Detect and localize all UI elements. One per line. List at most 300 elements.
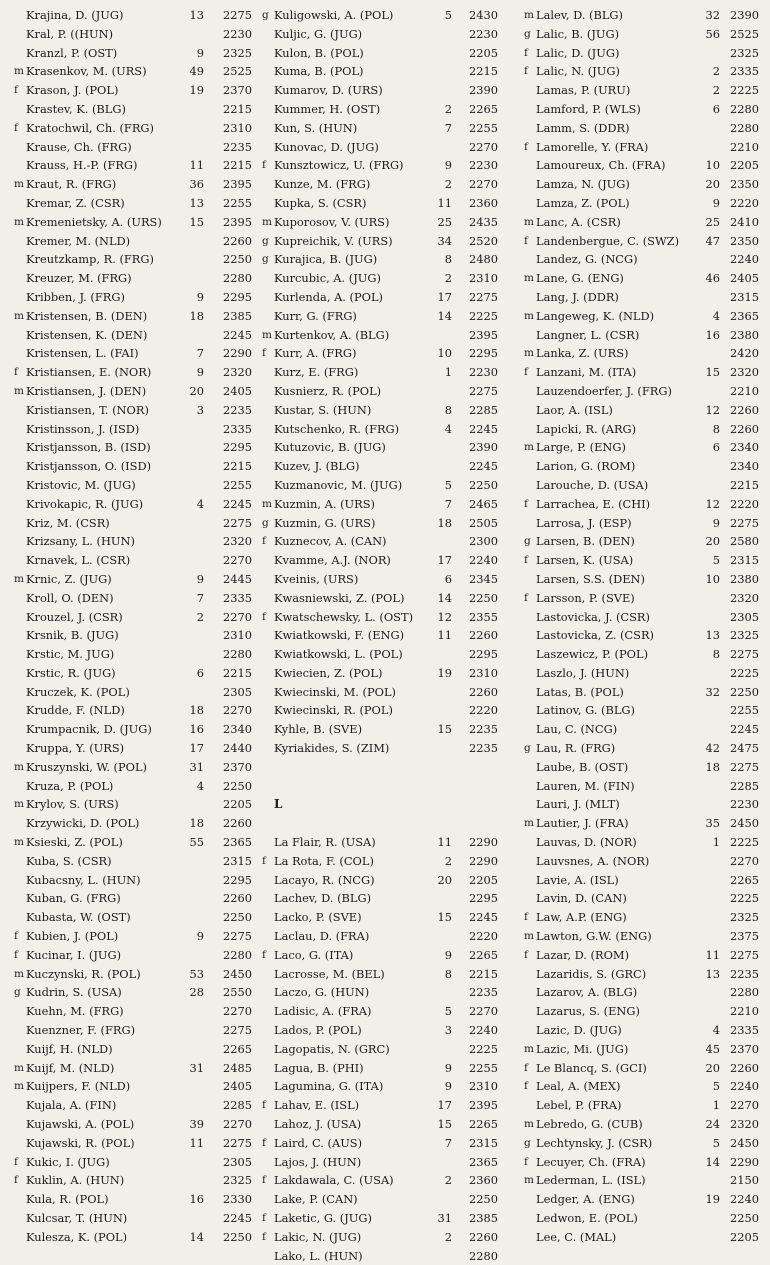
- player-name: Kuehn, M. (FRG): [26, 1004, 124, 1019]
- rating-value: 2310: [469, 665, 498, 680]
- player-row: [262, 6, 506, 25]
- rating-value: 2275: [223, 929, 252, 944]
- player-row: [262, 457, 506, 476]
- player-name: Krylov, S. (URS): [26, 797, 119, 812]
- rating-value: 2345: [469, 571, 498, 586]
- games-count: 6: [444, 571, 452, 586]
- games-count: 17: [437, 553, 452, 568]
- player-row: [524, 363, 760, 382]
- player-name: Kujawski, R. (POL): [26, 1135, 135, 1150]
- games-count: 12: [705, 402, 720, 417]
- rating-value: 2275: [730, 647, 759, 662]
- rating-value: 2215: [469, 64, 498, 79]
- player-name: Krnavek, L. (CSR): [26, 553, 131, 568]
- games-count: 45: [705, 1041, 720, 1056]
- rating-value: 2430: [469, 8, 498, 22]
- title-prefix: m: [14, 178, 24, 191]
- rating-value: 2280: [730, 101, 759, 116]
- player-row: [14, 1209, 256, 1228]
- games-count: 2: [444, 853, 452, 868]
- player-name: Lecuyer, Ch. (FRA): [536, 1154, 646, 1169]
- rating-value: 2240: [469, 553, 498, 568]
- player-row: [14, 269, 256, 288]
- rating-value: 2225: [730, 665, 759, 680]
- player-row: [524, 44, 760, 63]
- games-count: 56: [705, 26, 720, 41]
- player-row: [262, 589, 506, 608]
- player-row: [524, 119, 760, 138]
- rating-value: 2325: [730, 45, 759, 60]
- rating-value: 2245: [469, 459, 498, 474]
- player-row: [524, 495, 760, 514]
- column-3: [524, 6, 760, 1247]
- player-name: Lauren, M. (FIN): [536, 778, 635, 793]
- rating-value: 2390: [469, 440, 498, 455]
- rating-value: 2315: [730, 553, 759, 568]
- player-name: Laczo, G. (HUN): [274, 985, 370, 1000]
- player-row: [262, 871, 506, 890]
- player-name: Kubien, J. (POL): [26, 929, 119, 944]
- player-row: [14, 25, 256, 44]
- player-row: [524, 1096, 760, 1115]
- player-name: Kyriakides, S. (ZIM): [274, 741, 390, 756]
- player-row: [262, 570, 506, 589]
- games-count: 31: [437, 1211, 452, 1225]
- rating-value: 2270: [730, 853, 759, 868]
- player-row: [524, 288, 760, 307]
- title-prefix: f: [524, 554, 528, 567]
- player-name: Le Blancq, S. (GCI): [536, 1060, 647, 1075]
- rating-value: 2330: [223, 1192, 252, 1207]
- player-row: [262, 250, 506, 269]
- player-row: [14, 495, 256, 514]
- player-row: [14, 795, 256, 814]
- rating-value: 2365: [223, 835, 252, 850]
- player-name: Lako, L. (HUN): [274, 1248, 363, 1263]
- player-name: Ledwon, E. (POL): [536, 1211, 638, 1225]
- player-name: Larion, G. (ROM): [536, 459, 636, 474]
- games-count: 11: [437, 628, 452, 643]
- games-count: 9: [196, 929, 204, 944]
- spacer: [262, 758, 506, 777]
- rating-value: 2205: [469, 872, 498, 887]
- rating-value: 2485: [223, 1060, 252, 1075]
- player-name: Kristiansen, E. (NOR): [26, 365, 152, 380]
- rating-value: 2435: [469, 214, 498, 229]
- player-row: [524, 138, 760, 157]
- title-prefix: m: [14, 215, 24, 228]
- player-row: [14, 608, 256, 627]
- rating-value: 2315: [223, 853, 252, 868]
- games-count: 11: [437, 195, 452, 210]
- player-name: Kristiansen, J. (DEN): [26, 383, 147, 398]
- rating-value: 2275: [730, 947, 759, 962]
- player-row: [262, 81, 506, 100]
- player-name: Kreutzkamp, R. (FRG): [26, 252, 154, 267]
- player-name: Lalic, D. (JUG): [536, 45, 620, 60]
- title-prefix: f: [14, 1174, 18, 1187]
- rating-value: 2320: [223, 534, 252, 549]
- rating-value: 2285: [730, 778, 759, 793]
- rating-value: 2210: [730, 1004, 759, 1019]
- player-name: Lahoz, J. (USA): [274, 1117, 362, 1132]
- rating-value: 2390: [730, 8, 759, 22]
- rating-value: 2235: [223, 402, 252, 417]
- player-name: Kupka, S. (CSR): [274, 195, 367, 210]
- player-row: [262, 1134, 506, 1153]
- player-name: Lagua, B. (PHI): [274, 1060, 364, 1075]
- title-prefix: g: [14, 986, 21, 999]
- player-name: Latas, B. (POL): [536, 684, 624, 699]
- player-row: [524, 570, 760, 589]
- player-name: Ksieski, Z. (POL): [26, 835, 123, 850]
- player-row: [14, 551, 256, 570]
- games-count: 5: [712, 1079, 720, 1094]
- player-row: [262, 100, 506, 119]
- player-row: [14, 889, 256, 908]
- title-prefix: f: [524, 234, 528, 247]
- title-prefix: m: [14, 384, 24, 397]
- rating-value: 2290: [730, 1154, 759, 1169]
- player-name: Krsnik, B. (JUG): [26, 628, 119, 643]
- rating-value: 2370: [223, 83, 252, 98]
- player-name: Kreuzer, M. (FRG): [26, 271, 132, 286]
- player-row: [262, 608, 506, 627]
- title-prefix: f: [524, 366, 528, 379]
- games-count: 32: [705, 8, 720, 22]
- player-name: Lajos, J. (HUN): [274, 1154, 362, 1169]
- rating-value: 2210: [730, 139, 759, 154]
- title-prefix: g: [262, 253, 269, 266]
- rating-value: 2395: [469, 1098, 498, 1113]
- player-row: [524, 420, 760, 439]
- player-name: Kremar, Z. (CSR): [26, 195, 125, 210]
- games-count: 10: [705, 571, 720, 586]
- rating-value: 2275: [223, 8, 252, 22]
- title-prefix: g: [262, 234, 269, 247]
- player-name: Kratochwil, Ch. (FRG): [26, 120, 154, 135]
- player-row: [14, 156, 256, 175]
- player-row: [14, 344, 256, 363]
- rating-value: 2280: [469, 1248, 498, 1263]
- player-row: [262, 194, 506, 213]
- player-name: Lauvsnes, A. (NOR): [536, 853, 650, 868]
- title-prefix: f: [262, 535, 266, 548]
- title-prefix: f: [262, 1136, 266, 1149]
- player-name: Kristensen, B. (DEN): [26, 308, 148, 323]
- player-name: Lachev, D. (BLG): [274, 891, 372, 906]
- player-name: Kuenzner, F. (FRG): [26, 1023, 136, 1038]
- player-name: Lau, C. (NCG): [536, 722, 618, 737]
- games-count: 20: [437, 872, 452, 887]
- rating-value: 2395: [223, 214, 252, 229]
- player-name: Kristensen, L. (FAI): [26, 346, 139, 361]
- rating-value: 2295: [223, 440, 252, 455]
- player-name: Kristinsson, J. (ISD): [26, 421, 140, 436]
- games-count: 8: [712, 421, 720, 436]
- player-row: [14, 908, 256, 927]
- player-name: Kwatschewsky, L. (OST): [274, 609, 414, 624]
- player-name: Kupreichik, V. (URS): [274, 233, 393, 248]
- player-name: Lanzani, M. (ITA): [536, 365, 637, 380]
- player-row: [262, 983, 506, 1002]
- rating-value: 2265: [469, 1117, 498, 1132]
- rating-value: 2305: [223, 1154, 252, 1169]
- player-row: [262, 1209, 506, 1228]
- player-name: Kraut, R. (FRG): [26, 177, 117, 192]
- player-row: [262, 551, 506, 570]
- title-prefix: f: [524, 497, 528, 510]
- rating-value: 2525: [223, 64, 252, 79]
- player-row: [14, 777, 256, 796]
- player-name: Larsson, P. (SVE): [536, 590, 635, 605]
- player-name: Kruza, P. (POL): [26, 778, 114, 793]
- player-name: Lamford, P. (WLS): [536, 101, 641, 116]
- player-row: [262, 156, 506, 175]
- title-prefix: f: [524, 46, 528, 59]
- player-row: [14, 927, 256, 946]
- title-prefix: m: [524, 1042, 534, 1055]
- games-count: 2: [712, 64, 720, 79]
- player-name: Kremer, M. (NLD): [26, 233, 131, 248]
- player-row: [14, 833, 256, 852]
- games-count: 13: [189, 195, 204, 210]
- player-name: Krumpacnik, D. (JUG): [26, 722, 152, 737]
- player-name: Larsen, S.S. (DEN): [536, 571, 645, 586]
- games-count: 9: [444, 947, 452, 962]
- games-count: 19: [437, 665, 452, 680]
- rating-value: 2250: [730, 1211, 759, 1225]
- games-count: 10: [705, 158, 720, 173]
- player-row: [524, 626, 760, 645]
- games-count: 31: [189, 1060, 204, 1075]
- player-row: [524, 25, 760, 44]
- title-prefix: g: [524, 742, 531, 755]
- player-name: Kribben, J. (FRG): [26, 289, 125, 304]
- games-count: 15: [189, 214, 204, 229]
- player-name: Kurz, E. (FRG): [274, 365, 359, 380]
- player-name: Kristjansson, B. (ISD): [26, 440, 151, 455]
- player-row: [262, 363, 506, 382]
- games-count: 16: [189, 1192, 204, 1207]
- player-row: [262, 720, 506, 739]
- player-row: [524, 532, 760, 551]
- player-name: Kujawski, A. (POL): [26, 1117, 135, 1132]
- games-count: 3: [196, 402, 204, 417]
- rating-value: 2215: [223, 665, 252, 680]
- games-count: 2: [444, 1173, 452, 1188]
- player-row: [14, 645, 256, 664]
- title-prefix: m: [524, 930, 534, 943]
- rating-value: 2245: [223, 496, 252, 511]
- games-count: 9: [712, 515, 720, 530]
- player-row: [524, 720, 760, 739]
- rating-value: 2360: [469, 195, 498, 210]
- rating-value: 2335: [223, 421, 252, 436]
- title-prefix: f: [262, 1230, 266, 1243]
- player-name: Larouche, D. (USA): [536, 477, 649, 492]
- rating-value: 2335: [223, 590, 252, 605]
- rating-value: 2265: [469, 101, 498, 116]
- rating-value: 2285: [223, 1098, 252, 1113]
- rating-value: 2315: [469, 1135, 498, 1150]
- games-count: 2: [196, 609, 204, 624]
- title-prefix: m: [524, 9, 534, 21]
- rating-value: 2310: [223, 628, 252, 643]
- rating-value: 2305: [730, 609, 759, 624]
- player-row: [262, 1040, 506, 1059]
- player-row: [524, 983, 760, 1002]
- rating-value: 2290: [469, 853, 498, 868]
- player-name: Laube, B. (OST): [536, 759, 629, 774]
- player-name: Kubasta, W. (OST): [26, 910, 131, 925]
- player-row: [14, 1134, 256, 1153]
- player-row: [262, 1096, 506, 1115]
- games-count: 15: [437, 910, 452, 925]
- player-name: Kutuzovic, B. (JUG): [274, 440, 386, 455]
- title-prefix: f: [262, 854, 266, 867]
- player-name: Lanc, A. (CSR): [536, 214, 621, 229]
- player-row: [14, 288, 256, 307]
- rating-value: 2270: [730, 1098, 759, 1113]
- rating-value: 2525: [730, 26, 759, 41]
- player-name: Lebredo, G. (CUB): [536, 1117, 643, 1132]
- player-row: [524, 476, 760, 495]
- player-name: Kujala, A. (FIN): [26, 1098, 117, 1113]
- player-name: Laclau, D. (FRA): [274, 929, 370, 944]
- rating-value: 2375: [730, 929, 759, 944]
- player-name: Kral, P. ((HUN): [26, 26, 114, 41]
- games-count: 4: [196, 778, 204, 793]
- rating-value: 2240: [730, 1079, 759, 1094]
- player-name: Kuba, S. (CSR): [26, 853, 112, 868]
- player-row: [524, 81, 760, 100]
- player-row: [524, 1153, 760, 1172]
- player-name: Kwiecien, Z. (POL): [274, 665, 383, 680]
- title-prefix: m: [524, 272, 534, 285]
- player-row: [262, 25, 506, 44]
- player-row: [14, 119, 256, 138]
- player-row: [262, 420, 506, 439]
- rating-value: 2230: [223, 26, 252, 41]
- games-count: 11: [189, 158, 204, 173]
- player-name: Kuklin, A. (HUN): [26, 1173, 125, 1188]
- games-count: 9: [444, 158, 452, 173]
- player-name: Krouzel, J. (CSR): [26, 609, 123, 624]
- player-name: Kriz, M. (CSR): [26, 515, 110, 530]
- rating-value: 2370: [223, 759, 252, 774]
- player-name: Kuzmin, A. (URS): [274, 496, 375, 511]
- games-count: 9: [444, 1060, 452, 1075]
- title-prefix: m: [524, 817, 534, 830]
- player-row: [14, 1059, 256, 1078]
- rating-value: 2250: [469, 1192, 498, 1207]
- rating-value: 2310: [223, 120, 252, 135]
- rating-value: 2310: [469, 1079, 498, 1094]
- player-name: Langeweg, K. (NLD): [536, 308, 655, 323]
- player-row: [262, 683, 506, 702]
- games-count: 8: [712, 647, 720, 662]
- player-row: [14, 100, 256, 119]
- player-name: Kuznecov, A. (CAN): [274, 534, 387, 549]
- rating-value: 2225: [469, 1041, 498, 1056]
- player-name: Lamorelle, Y. (FRA): [536, 139, 649, 154]
- player-name: Lang, J. (DDR): [536, 289, 619, 304]
- games-count: 14: [437, 308, 452, 323]
- rating-value: 2270: [223, 1004, 252, 1019]
- player-row: [262, 382, 506, 401]
- player-name: Large, P. (ENG): [536, 440, 626, 455]
- player-row: [524, 344, 760, 363]
- games-count: 11: [189, 1135, 204, 1150]
- rating-value: 2355: [469, 609, 498, 624]
- player-row: [524, 645, 760, 664]
- title-prefix: f: [262, 159, 266, 172]
- player-row: [524, 739, 760, 758]
- player-row: [262, 401, 506, 420]
- player-name: Larsen, B. (DEN): [536, 534, 635, 549]
- games-count: 39: [189, 1117, 204, 1132]
- rating-value: 2245: [223, 327, 252, 342]
- rating-value: 2220: [469, 929, 498, 944]
- player-row: [262, 175, 506, 194]
- player-name: Lastovicka, J. (CSR): [536, 609, 650, 624]
- player-name: Lastovicka, Z. (CSR): [536, 628, 654, 643]
- player-name: Kruppa, Y. (URS): [26, 741, 125, 756]
- player-row: [524, 100, 760, 119]
- title-prefix: m: [262, 328, 272, 341]
- player-row: [14, 1077, 256, 1096]
- rating-value: 2260: [730, 421, 759, 436]
- games-count: 36: [189, 177, 204, 192]
- player-name: Kuljic, G. (JUG): [274, 26, 363, 41]
- player-name: Lados, P. (POL): [274, 1023, 362, 1038]
- player-row: [14, 307, 256, 326]
- player-row: [524, 777, 760, 796]
- games-count: 11: [705, 947, 720, 962]
- player-row: [262, 852, 506, 871]
- rating-value: 2325: [223, 1173, 252, 1188]
- rating-value: 2290: [223, 346, 252, 361]
- games-count: 12: [437, 609, 452, 624]
- rating-value: 2280: [223, 947, 252, 962]
- player-row: [262, 269, 506, 288]
- player-name: Kurtenkov, A. (BLG): [274, 327, 390, 342]
- games-count: 9: [196, 289, 204, 304]
- rating-value: 2320: [730, 365, 759, 380]
- games-count: 25: [437, 214, 452, 229]
- rating-value: 2220: [730, 496, 759, 511]
- player-name: Lapicki, R. (ARG): [536, 421, 637, 436]
- player-row: [262, 889, 506, 908]
- player-row: [14, 81, 256, 100]
- player-name: Krstic, R. (JUG): [26, 665, 116, 680]
- games-count: 5: [444, 8, 452, 22]
- player-name: Kurr, G. (FRG): [274, 308, 357, 323]
- rating-value: 2350: [730, 177, 759, 192]
- games-count: 20: [705, 1060, 720, 1075]
- player-name: Krajina, D. (JUG): [26, 8, 124, 22]
- player-name: Kwiecinski, M. (POL): [274, 684, 396, 699]
- player-name: Krnic, Z. (JUG): [26, 571, 112, 586]
- player-name: Ladisic, A. (FRA): [274, 1004, 372, 1019]
- title-prefix: m: [262, 497, 272, 510]
- rating-value: 2260: [223, 233, 252, 248]
- player-row: [14, 194, 256, 213]
- player-name: Kuijf, H. (NLD): [26, 1041, 113, 1056]
- player-name: Lau, R. (FRG): [536, 741, 616, 756]
- rating-value: 2335: [730, 1023, 759, 1038]
